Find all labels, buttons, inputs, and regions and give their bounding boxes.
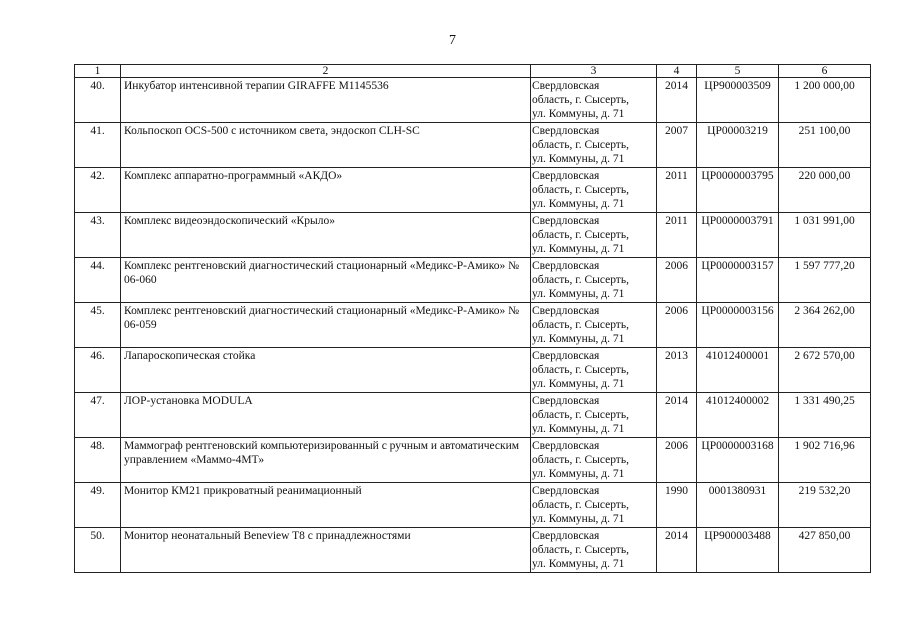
table-row <box>75 528 871 573</box>
address-line: область, г. Сысерть, <box>532 184 629 196</box>
address-line: Свердловская <box>532 530 600 542</box>
item-cost: 251 100,00 <box>779 123 871 168</box>
inventory-number: ЦР0000003795 <box>697 168 779 213</box>
item-address <box>531 483 657 528</box>
inventory-number: ЦР0000003791 <box>697 213 779 258</box>
address-line: Свердловская <box>532 170 600 182</box>
item-cost: 427 850,00 <box>779 528 871 573</box>
item-year: 2013 <box>657 348 697 393</box>
equipment-table <box>74 64 871 573</box>
item-year: 2007 <box>657 123 697 168</box>
address-line: область, г. Сысерть, <box>532 544 629 556</box>
item-year: 2014 <box>657 528 697 573</box>
address-line: Свердловская <box>532 215 600 227</box>
address-line: ул. Коммуны, д. 71 <box>532 468 625 480</box>
page-number: 7 <box>449 33 456 48</box>
table-row <box>75 483 871 528</box>
inventory-number: 0001380931 <box>697 483 779 528</box>
item-cost: 1 902 716,96 <box>779 438 871 483</box>
item-name: Лапароскопическая стойка <box>121 348 531 393</box>
inventory-number: ЦР0000003157 <box>697 258 779 303</box>
item-address <box>531 303 657 348</box>
table-row <box>75 213 871 258</box>
item-name: Монитор КМ21 прикроватный реанимационный <box>121 483 531 528</box>
address-line: область, г. Сысерть, <box>532 499 629 511</box>
inventory-number: ЦР0000003156 <box>697 303 779 348</box>
table-row <box>75 393 871 438</box>
column-header: 5 <box>697 65 779 78</box>
address-line: область, г. Сысерть, <box>532 409 629 421</box>
address-line: область, г. Сысерть, <box>532 274 629 286</box>
address-line: ул. Коммуны, д. 71 <box>532 153 625 165</box>
row-number: 46. <box>75 348 121 393</box>
address-line: ул. Коммуны, д. 71 <box>532 558 625 570</box>
table-row <box>75 348 871 393</box>
address-line: ул. Коммуны, д. 71 <box>532 513 625 525</box>
item-cost: 1 597 777,20 <box>779 258 871 303</box>
item-name: Комплекс рентгеновский диагностический стационарный «Медикс-Р-Амико» № 06-060 <box>121 258 531 303</box>
item-cost: 2 364 262,00 <box>779 303 871 348</box>
item-name: Инкубатор интенсивной терапии GIRAFFE М1145536 <box>121 78 531 123</box>
item-address <box>531 438 657 483</box>
inventory-number: 41012400002 <box>697 393 779 438</box>
row-number: 41. <box>75 123 121 168</box>
column-header: 4 <box>657 65 697 78</box>
item-address <box>531 168 657 213</box>
address-line: Свердловская <box>532 260 600 272</box>
column-header: 2 <box>121 65 531 78</box>
item-address <box>531 258 657 303</box>
address-line: ул. Коммуны, д. 71 <box>532 378 625 390</box>
row-number: 43. <box>75 213 121 258</box>
row-number: 42. <box>75 168 121 213</box>
address-line: область, г. Сысерть, <box>532 139 629 151</box>
item-name: Комплекс аппаратно-программный «АКДО» <box>121 168 531 213</box>
item-address <box>531 528 657 573</box>
table-row <box>75 168 871 213</box>
row-number: 50. <box>75 528 121 573</box>
table-row <box>75 78 871 123</box>
item-year: 2011 <box>657 168 697 213</box>
column-header: 1 <box>75 65 121 78</box>
item-address <box>531 213 657 258</box>
table-row <box>75 123 871 168</box>
item-year: 2006 <box>657 258 697 303</box>
column-header: 6 <box>779 65 871 78</box>
address-line: ул. Коммуны, д. 71 <box>532 108 625 120</box>
table-header-row <box>75 65 871 78</box>
row-number: 45. <box>75 303 121 348</box>
inventory-number: 41012400001 <box>697 348 779 393</box>
address-line: Свердловская <box>532 485 600 497</box>
item-cost: 2 672 570,00 <box>779 348 871 393</box>
address-line: область, г. Сысерть, <box>532 364 629 376</box>
item-cost: 1 331 490,25 <box>779 393 871 438</box>
item-cost: 220 000,00 <box>779 168 871 213</box>
table-row <box>75 303 871 348</box>
address-line: ул. Коммуны, д. 71 <box>532 423 625 435</box>
item-address <box>531 78 657 123</box>
address-line: область, г. Сысерть, <box>532 454 629 466</box>
address-line: Свердловская <box>532 395 600 407</box>
address-line: Свердловская <box>532 80 600 92</box>
address-line: Свердловская <box>532 305 600 317</box>
address-line: область, г. Сысерть, <box>532 94 629 106</box>
address-line: область, г. Сысерть, <box>532 319 629 331</box>
address-line: область, г. Сысерть, <box>532 229 629 241</box>
address-line: ул. Коммуны, д. 71 <box>532 198 625 210</box>
table-row <box>75 438 871 483</box>
table-row <box>75 258 871 303</box>
item-year: 1990 <box>657 483 697 528</box>
item-year: 2006 <box>657 438 697 483</box>
item-name: ЛОР-установка MODULA <box>121 393 531 438</box>
item-cost: 1 200 000,00 <box>779 78 871 123</box>
row-number: 40. <box>75 78 121 123</box>
inventory-number: ЦР00003219 <box>697 123 779 168</box>
column-header: 3 <box>531 65 657 78</box>
row-number: 49. <box>75 483 121 528</box>
item-name: Комплекс рентгеновский диагностический стационарный «Медикс-Р-Амико» № 06-059 <box>121 303 531 348</box>
address-line: Свердловская <box>532 350 600 362</box>
item-cost: 1 031 991,00 <box>779 213 871 258</box>
item-name: Монитор неонатальный Beneview T8 с принадлежностями <box>121 528 531 573</box>
address-line: Свердловская <box>532 440 600 452</box>
item-year: 2014 <box>657 78 697 123</box>
row-number: 44. <box>75 258 121 303</box>
item-cost: 219 532,20 <box>779 483 871 528</box>
address-line: ул. Коммуны, д. 71 <box>532 243 625 255</box>
address-line: ул. Коммуны, д. 71 <box>532 333 625 345</box>
address-line: Свердловская <box>532 125 600 137</box>
item-name: Маммограф рентгеновский компьютеризированный с ручным и автоматическим управлением «Маммо-4МТ» <box>121 438 531 483</box>
item-year: 2014 <box>657 393 697 438</box>
item-address <box>531 123 657 168</box>
address-line: ул. Коммуны, д. 71 <box>532 288 625 300</box>
item-year: 2006 <box>657 303 697 348</box>
inventory-number: ЦР900003488 <box>697 528 779 573</box>
row-number: 48. <box>75 438 121 483</box>
inventory-number: ЦР900003509 <box>697 78 779 123</box>
item-year: 2011 <box>657 213 697 258</box>
item-address <box>531 393 657 438</box>
item-address <box>531 348 657 393</box>
row-number: 47. <box>75 393 121 438</box>
item-name: Кольпоскоп OCS-500 с источником света, эндоскоп CLH-SC <box>121 123 531 168</box>
inventory-number: ЦР0000003168 <box>697 438 779 483</box>
item-name: Комплекс видеоэндоскопический «Крыло» <box>121 213 531 258</box>
